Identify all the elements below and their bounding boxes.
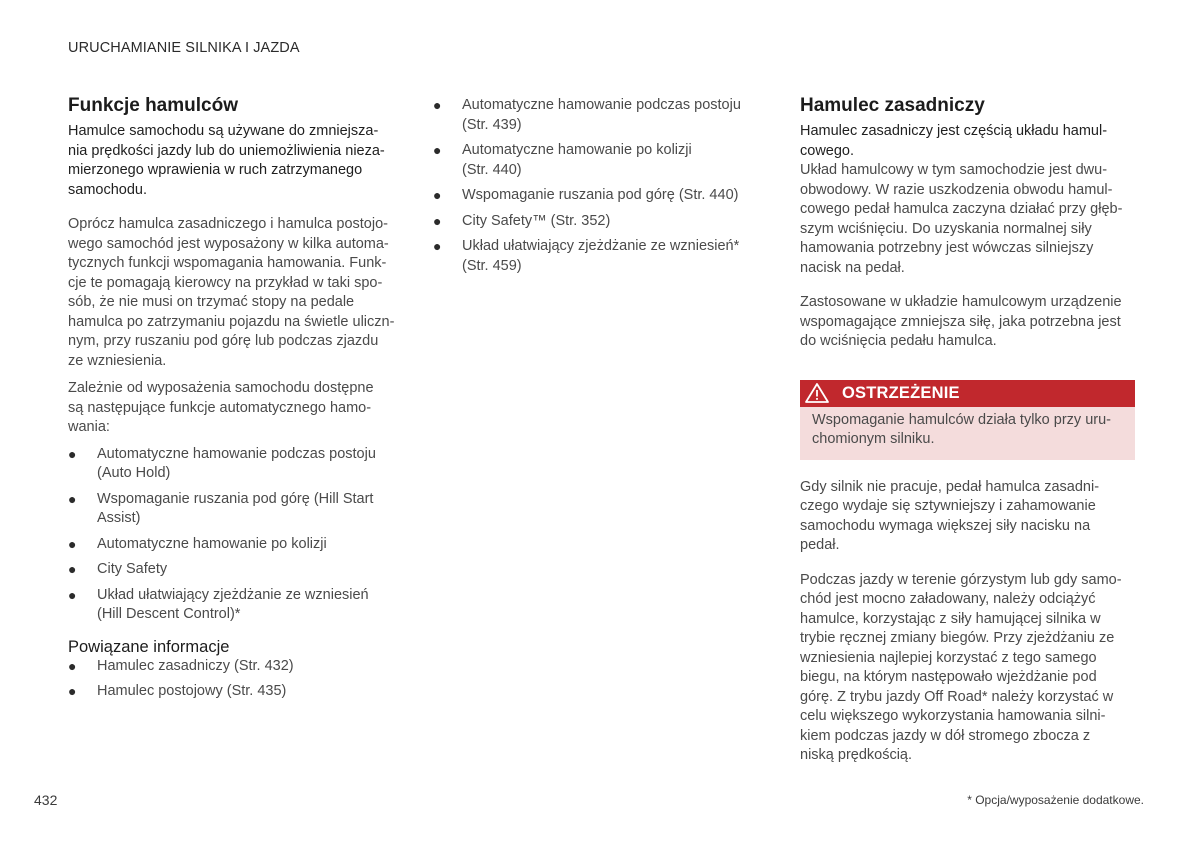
text-line: chód jest mocno załadowany, należy odciążyć [800,591,1096,607]
section-heading-brake-functions: Funkcje hamulców [68,95,238,116]
text-line: Oprócz hamulca zasadniczego i hamulca postojo- [68,216,388,232]
list-item [68,535,408,555]
middle-column [433,96,768,282]
text-line: mierzonego wprawienia w ruch zatrzymanego [68,162,363,178]
paragraph [800,478,1135,556]
list-item [433,141,768,180]
text-line: obwodowy. W razie uszkodzenia obwodu hamul- [800,181,1113,198]
bullet-dot-icon: ● [68,561,77,577]
bullet-dot-icon: ● [68,535,77,552]
text-line: chomionym silniku. [812,431,935,447]
text-line: hamowania potrzebny jest wówczas silniejszy [800,240,1094,256]
text-line: hamulca po zatrzymaniu pojazdu na świetle uliczn- [68,313,395,330]
paragraph [800,161,1135,278]
text-line: Układ ułatwiający zjeżdżanie ze wzniesień* [462,238,740,254]
text-line: pedał. [800,537,840,553]
text-line: tycznych funkcji wspomagania hamowania. Funk- [68,255,387,271]
text-line: Automatyczne hamowanie po kolizji [462,142,692,158]
bullet-dot-icon: ● [68,445,77,462]
text-line: do wciśnięcia pedału hamulca. [800,333,997,349]
text-line: sób, że nie musi on trzymać stopy na pedale [68,294,355,310]
text-line: samochodu. [68,181,147,198]
paragraph [68,379,408,438]
text-line: City Safety [97,561,168,577]
text-line: nym, przy ruszaniu pod górę lub podczas zjazdu [68,333,379,349]
warning-text [812,411,1125,450]
text-line: czego wydaje się sztywniejszy i zahamowanie [800,498,1096,514]
paragraph [68,215,408,371]
text-line: wzniesienia najlepiej korzystać z tego samego [800,649,1097,666]
page-number: 432 [34,792,58,808]
list-item [433,96,768,135]
text-line: są następujące funkcje automatycznego hamo- [68,399,372,416]
text-line: samochodu wymaga większej siły nacisku na [800,517,1091,534]
text-line: Hamulec zasadniczy (Str. 432) [97,657,294,674]
text-line: Hamulec postojowy (Str. 435) [97,683,287,699]
text-line: cowego pedał hamulca zaczyna działać przy głęb- [800,201,1123,217]
text-line: City Safety™ (Str. 352) [462,212,611,229]
paragraph [800,571,1135,766]
intro-paragraph [800,122,1135,161]
text-line: (Str. 439) [462,116,522,133]
intro-paragraph [68,122,408,200]
text-line: (Str. 459) [462,257,522,274]
text-line: szym wciśnięciu. Do uzyskania normalnej siły [800,220,1092,237]
text-line: trybie ręcznej zmiany biegów. Przy zjeżdżaniu ze [800,630,1115,646]
bullet-dot-icon: ● [433,142,442,158]
warning-triangle-icon [804,382,830,404]
text-line: cowego. [800,142,855,159]
text-line: Wspomaganie ruszania pod górę (Str. 440) [462,187,739,203]
text-line: kiem podczas jazdy w dół stromego zbocza z [800,727,1091,744]
text-line: wego samochód jest wyposażony w kilka automa- [68,235,389,252]
bullet-dot-icon: ● [68,657,77,674]
bullet-dot-icon: ● [433,212,442,229]
text-line: biegu, na którym następowało wjeżdżanie pod [800,669,1097,685]
text-line: Wspomaganie hamulców działa tylko przy uru- [812,411,1111,428]
list-item [433,212,768,232]
warning-header [800,380,1135,407]
text-line: ze wzniesienia. [68,352,167,369]
text-line: (Auto Hold) [97,465,171,481]
text-line: Gdy silnik nie pracuje, pedał hamulca zasadni- [800,478,1100,495]
left-column [68,94,408,708]
text-line: Automatyczne hamowanie podczas postoju [97,445,376,462]
text-line: Układ hamulcowy w tym samochodzie jest dwu- [800,162,1108,178]
text-line: Assist) [97,510,141,526]
bullet-dot-icon: ● [68,490,77,507]
footnote: * Opcja/wyposażenie dodatkowe. [967,793,1144,807]
list-item [68,445,408,484]
page-header: URUCHAMIANIE SILNIKA I JAZDA [68,40,300,56]
list-item [68,560,408,580]
text-line: Układ ułatwiający zjeżdżanie ze wzniesień [97,586,369,603]
text-line: nacisk na pedał. [800,259,905,276]
bullet-dot-icon: ● [68,683,77,699]
warning-body [800,407,1135,460]
text-line: Wspomaganie ruszania pod górę (Hill Start [97,490,374,507]
text-line: hamulce, korzystając z siły hamującej silnika w [800,610,1101,627]
text-line: Zależnie od wyposażenia samochodu dostępne [68,380,374,396]
text-line: niską prędkością. [800,747,913,763]
text-line: (Str. 440) [462,161,522,178]
list-item [433,237,768,276]
bullet-dot-icon: ● [433,187,442,203]
list-item [68,586,408,625]
text-line: Podczas jazdy w terenie górzystym lub gdy samo- [800,571,1122,588]
text-line: Automatyczne hamowanie podczas postoju [462,97,741,113]
bullet-dot-icon: ● [433,238,442,254]
list-item [68,657,408,677]
text-line: Automatyczne hamowanie po kolizji [97,535,327,552]
text-line: celu większego wykorzystania hamowania silni- [800,708,1106,724]
text-line: Hamulce samochodu są używane do zmniejsza- [68,123,379,139]
right-column [800,94,1135,766]
warning-box [800,380,1135,460]
text-line: Hamulec zasadniczy jest częścią układu hamul- [800,123,1108,139]
text-line: (Hill Descent Control)* [97,606,241,622]
section-heading-service-brake: Hamulec zasadniczy [800,95,985,116]
warning-title: OSTRZEŻENIE [842,383,960,402]
list-item [68,682,408,702]
related-info-heading: Powiązane informacje [68,637,230,656]
text-line: cje te pomagają kierowcy na przykład w taki spo- [68,274,383,291]
bullet-dot-icon: ● [68,586,77,603]
paragraph [800,293,1135,352]
text-line: nia prędkości jazdy lub do uniemożliwienia nieza- [68,142,385,159]
bullet-dot-icon: ● [433,97,442,113]
list-item [68,490,408,529]
list-item [433,186,768,206]
reference-list [433,96,768,276]
text-line: Zastosowane w układzie hamulcowym urządzenie [800,294,1122,310]
bullet-list [68,445,408,625]
text-line: wania: [68,419,110,435]
text-line: wspomagające zmniejsza siłę, jaka potrzebna jest [800,313,1121,330]
text-line: górę. Z trybu jazdy Off Road* należy korzystać w [800,688,1114,705]
related-links-list [68,657,408,702]
